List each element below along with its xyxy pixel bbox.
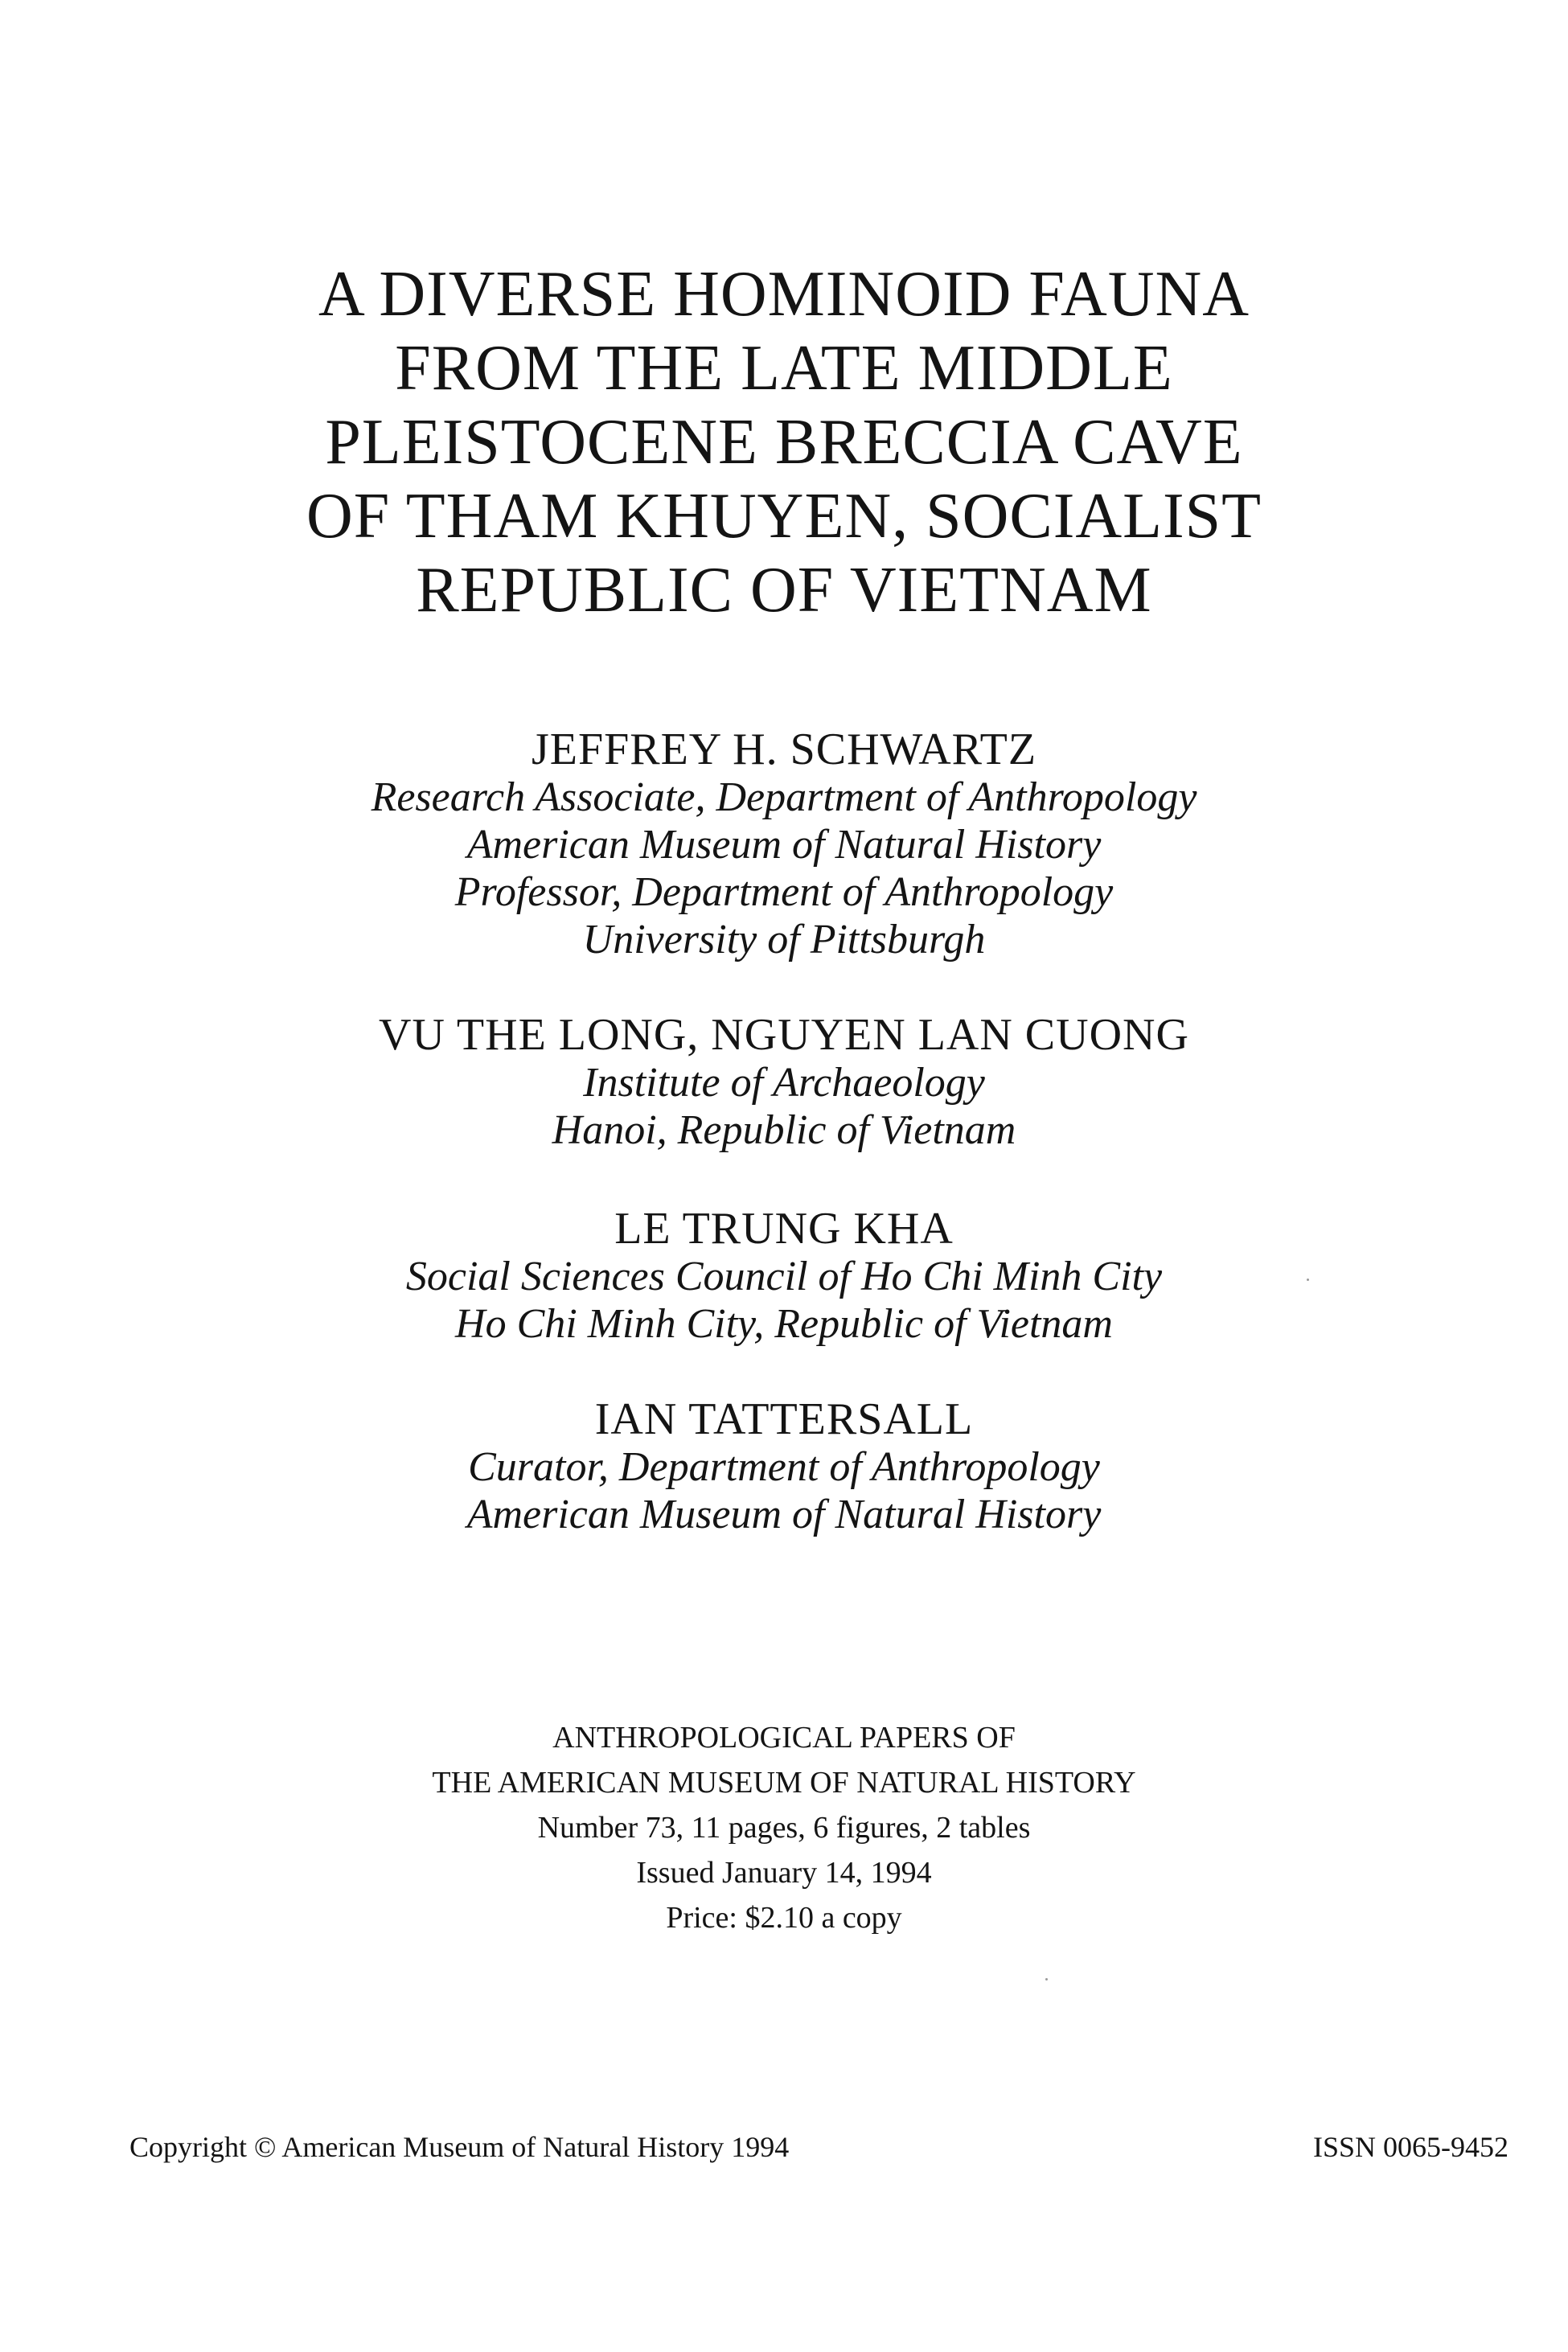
author-name: VU THE LONG, NGUYEN LAN CUONG <box>379 1010 1189 1060</box>
author-block-vu-nguyen <box>0 1011 1568 1154</box>
series-info <box>0 1715 1568 1940</box>
author-block-schwartz <box>0 725 1568 963</box>
author-affiliation: American Museum of Natural History <box>466 1492 1102 1537</box>
author-affiliation: American Museum of Natural History <box>466 822 1102 868</box>
author-name: JEFFREY H. SCHWARTZ <box>531 724 1037 774</box>
author-affiliation: Social Sciences Council of Ho Chi Minh City <box>405 1254 1163 1299</box>
author-affiliation: Institute of Archaeology <box>583 1060 985 1106</box>
author-affiliation: University of Pittsburgh <box>582 917 986 963</box>
title-line: A DIVERSE HOMINOID FAUNA <box>318 259 1250 330</box>
author-affiliation: Ho Chi Minh City, Republic of Vietnam <box>455 1301 1113 1347</box>
title-line: PLEISTOCENE BRECCIA CAVE <box>325 407 1243 478</box>
series-price: Price: $2.10 a copy <box>666 1901 902 1935</box>
copyright-notice: Copyright © American Museum of Natural History 1994 <box>129 2131 790 2163</box>
author-affiliation: Professor, Department of Anthropology <box>454 869 1114 915</box>
series-title-line: THE AMERICAN MUSEUM OF NATURAL HISTORY <box>432 1766 1136 1800</box>
title-line: OF THAM KHUYEN, SOCIALIST <box>306 481 1262 552</box>
series-issue-date: Issued January 14, 1994 <box>636 1856 932 1890</box>
series-number-info: Number 73, 11 pages, 6 figures, 2 tables <box>537 1811 1031 1845</box>
author-affiliation: Research Associate, Department of Anthropology <box>371 774 1197 820</box>
issn-number: ISSN 0065-9452 <box>1312 2131 1508 2163</box>
title-line: FROM THE LATE MIDDLE <box>395 333 1173 404</box>
author-affiliation: Hanoi, Republic of Vietnam <box>552 1107 1016 1153</box>
author-block-le-trung-kha <box>0 1205 1568 1348</box>
title-line: REPUBLIC OF VIETNAM <box>416 555 1152 626</box>
series-title-line: ANTHROPOLOGICAL PAPERS OF <box>552 1721 1016 1755</box>
paper-title <box>0 257 1568 627</box>
scan-speck <box>1307 1279 1309 1281</box>
author-name: LE TRUNG KHA <box>614 1204 954 1254</box>
scan-speck <box>1045 1978 1048 1981</box>
author-name: IAN TATTERSALL <box>594 1394 974 1444</box>
author-block-tattersall <box>0 1395 1568 1538</box>
author-affiliation: Curator, Department of Anthropology <box>468 1444 1100 1490</box>
